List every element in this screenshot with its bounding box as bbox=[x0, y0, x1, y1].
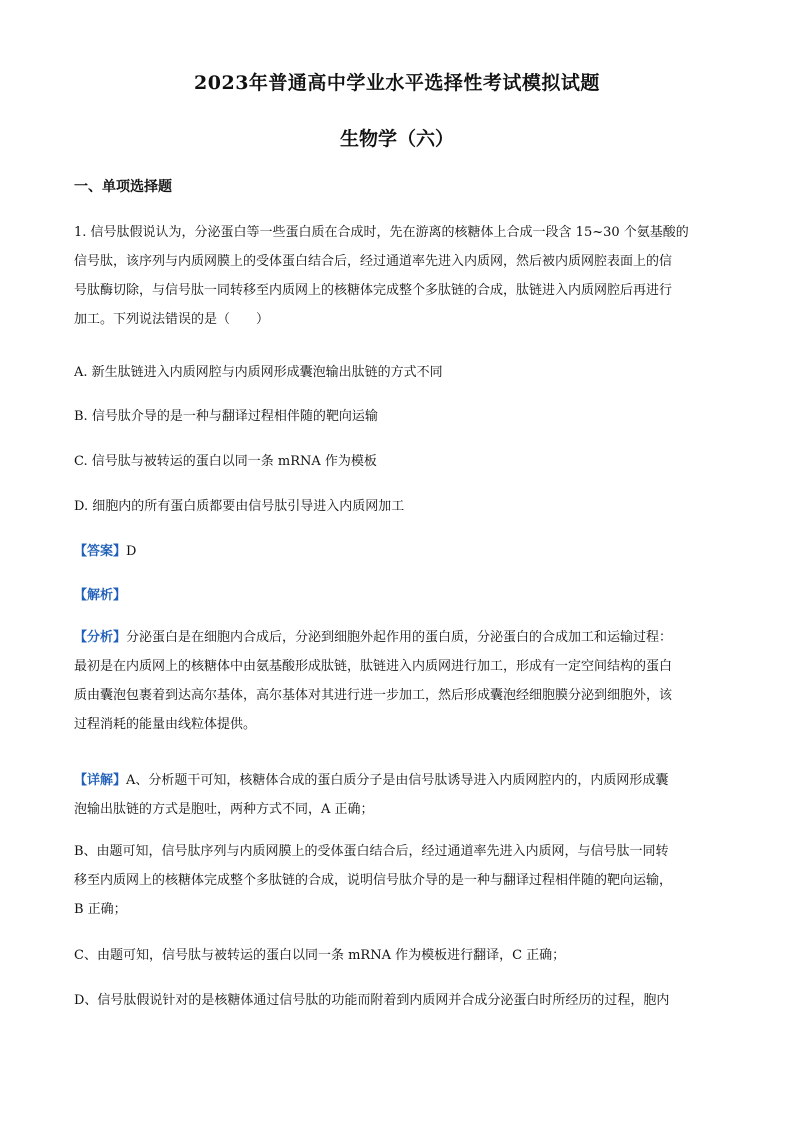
question-stem bbox=[74, 218, 722, 334]
paragraph-c bbox=[74, 941, 722, 970]
detail-line-2: 泡输出肽链的方式是胞吐，两种方式不同，A 正确； bbox=[74, 802, 374, 817]
analysis-line-1: 【分析】分泌蛋白是在细胞内合成后，分泌到细胞外起作用的蛋白质，分泌蛋白的合成加工和运输过程： bbox=[74, 630, 673, 645]
para-b-line-2: 移至内质网上的核糖体完成整个多肽链的合成，说明信号肽介导的是一种与翻译过程相伴随的靶向运输， bbox=[74, 873, 673, 888]
analysis-line-2: 最初是在内质网上的核糖体中由氨基酸形成肽链，肽链进入内质网进行加工，形成有一定空间结构的蛋白 bbox=[74, 659, 673, 674]
option-c: C. 信号肽与被转运的蛋白以同一条 mRNA 作为模板 bbox=[74, 454, 377, 469]
exam-title: 2023年普通高中学业水平选择性考试模拟试题 bbox=[194, 72, 600, 94]
para-c-line-1: C、由题可知，信号肽与被转运的蛋白以同一条 mRNA 作为模板进行翻译，C 正确； bbox=[74, 948, 566, 963]
para-b-line-3: B 正确； bbox=[74, 902, 127, 917]
detail-line-1: 【详解】A、分析题干可知，核糖体合成的蛋白质分子是由信号肽诱导进入内质网腔内的，内质网形成囊 bbox=[74, 773, 669, 788]
answer-value: D bbox=[126, 544, 137, 559]
option-b: B. 信号肽介导的是一种与翻译过程相伴随的靶向运输 bbox=[74, 409, 378, 424]
analysis-paragraph bbox=[74, 623, 722, 739]
analysis-tag: 【分析】 bbox=[74, 630, 127, 645]
analysis-line-4: 过程消耗的能量由线粒体提供。 bbox=[74, 717, 257, 732]
explanation-tag: 【解析】 bbox=[74, 588, 127, 603]
section-heading: 一、单项选择题 bbox=[74, 179, 172, 195]
option-d: D. 细胞内的所有蛋白质都要由信号肽引导进入内质网加工 bbox=[74, 499, 405, 514]
question-line-4: 加工。下列说法错误的是（ ） bbox=[74, 312, 270, 327]
analysis-line-3: 质由囊泡包裹着到达高尔基体，高尔基体对其进行进一步加工，然后形成囊泡经细胞膜分泌到细胞外，该 bbox=[74, 688, 673, 703]
detail-paragraph bbox=[74, 766, 722, 824]
option-a: A. 新生肽链进入内质网腔与内质网形成囊泡输出肽链的方式不同 bbox=[74, 365, 443, 380]
paragraph-d bbox=[74, 986, 722, 1015]
question-line-3: 号肽酶切除，与信号肽一同转移至内质网上的核糖体完成整个多肽链的合成，肽链进入内质网腔后再进行 bbox=[74, 283, 673, 298]
answer-tag: 【答案】 bbox=[74, 544, 127, 559]
question-line-2: 信号肽，该序列与内质网膜上的受体蛋白结合后，经过通道率先进入内质网，然后被内质网腔表面上的信 bbox=[74, 254, 673, 269]
exam-subtitle: 生物学（六） bbox=[339, 128, 454, 150]
question-line-1: 1. 信号肽假说认为，分泌蛋白等一些蛋白质在合成时，先在游离的核糖体上合成一段含 15~30 个氨基酸的 bbox=[74, 225, 689, 240]
detail-tag: 【详解】 bbox=[74, 773, 127, 788]
answer-line bbox=[74, 540, 136, 559]
paragraph-b bbox=[74, 837, 722, 924]
para-d-line-1: D、信号肽假说针对的是核糖体通过信号肽的功能而附着到内质网并合成分泌蛋白时所经历的过程，胞内 bbox=[74, 993, 670, 1008]
para-b-line-1: B、由题可知，信号肽序列与内质网膜上的受体蛋白结合后，经过通道率先进入内质网，与信号肽一同转 bbox=[74, 844, 669, 859]
explanation-line bbox=[74, 584, 126, 603]
